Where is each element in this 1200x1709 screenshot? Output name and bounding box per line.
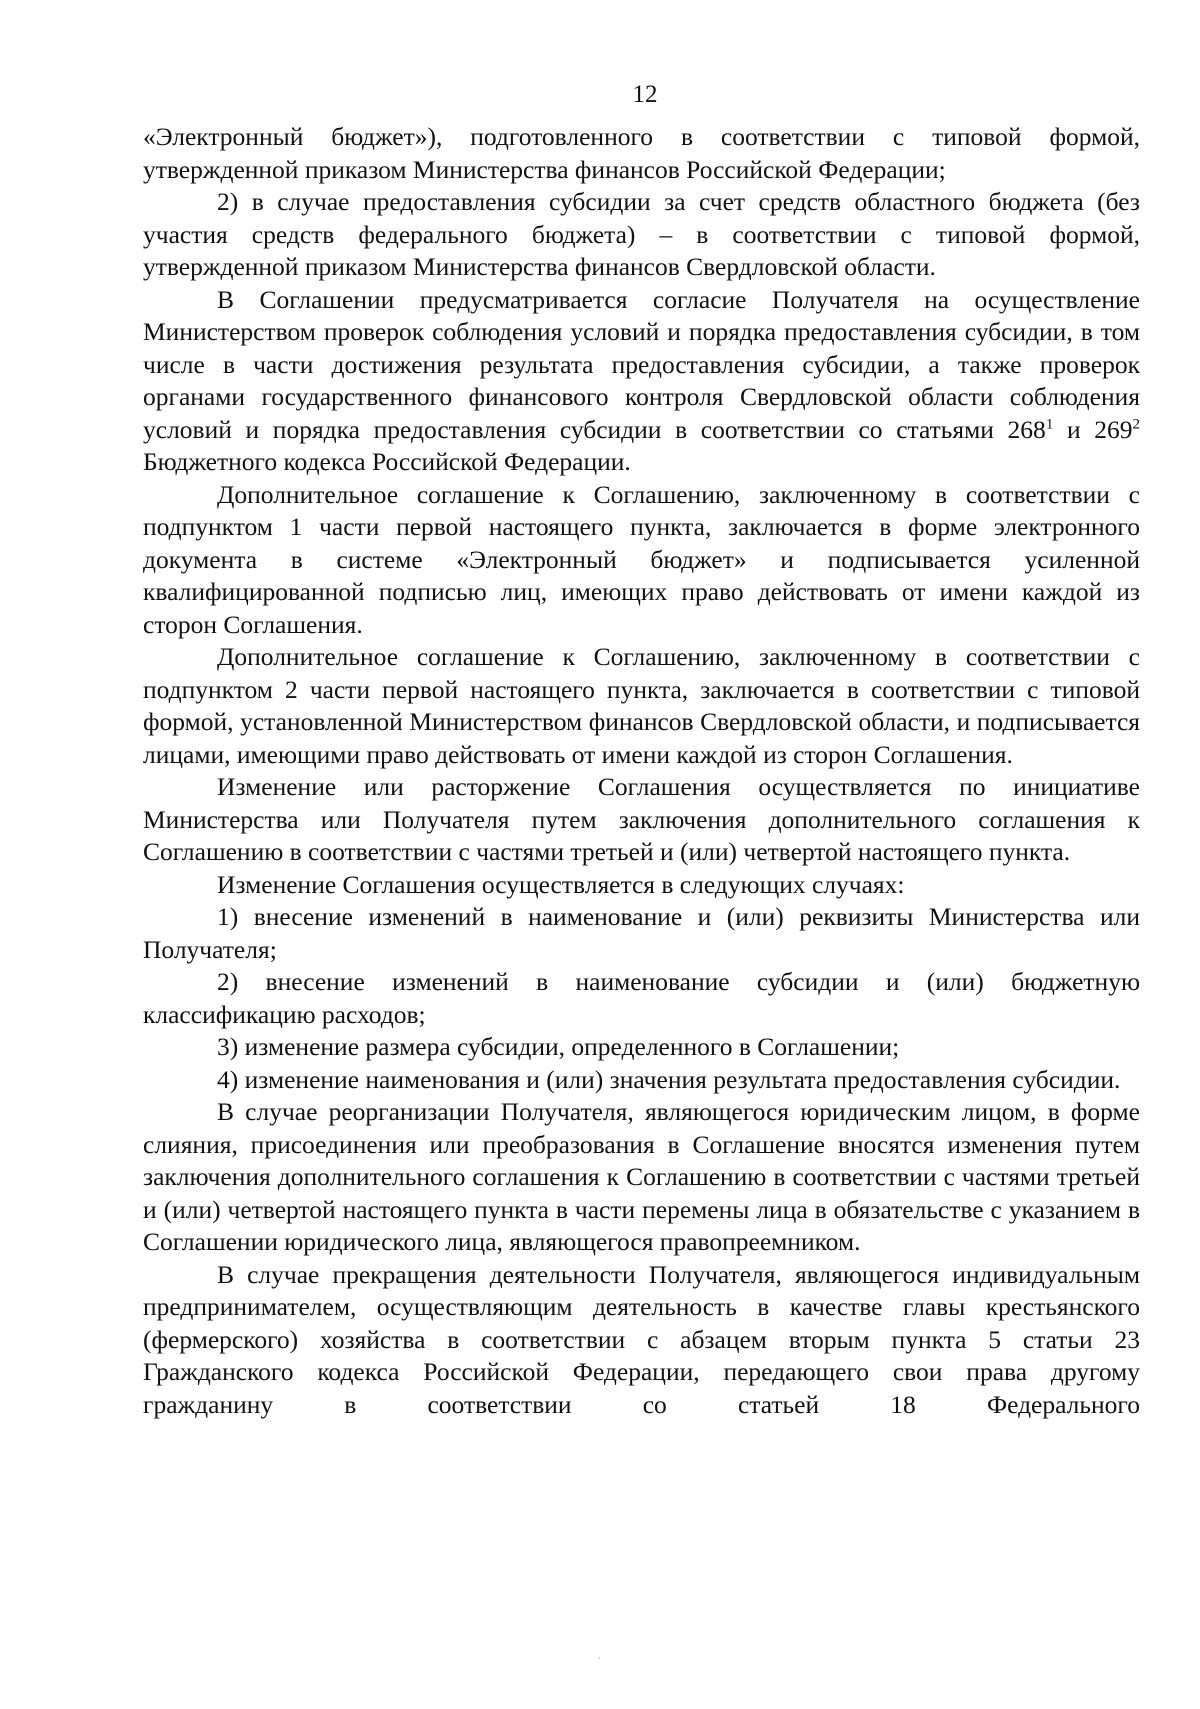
superscript-index: 1: [1045, 416, 1054, 432]
paragraph-text-start: В Соглашении предусматривается согласие Получателя на осуществление Министерством проверок соблюдения условий и порядка предоставления субсидии, в том числе в части достижения результата предоставления субсидии, а также проверок органами государственного финансового контроля Свердловской области соблюдения условий и порядка предоставления субсидии в соответствии со статьями 268: [143, 284, 1140, 444]
paragraph: Изменение или расторжение Соглашения осуществляется по инициативе Министерства или Получателя путем заключения дополнительного соглашения к Соглашению в соответствии с частями третьей и (или) четвертой настоящего пункта.: [143, 772, 1140, 866]
list-item: 4) изменение наименования и (или) значения результата предоставления субсидии.: [217, 1064, 1121, 1094]
paragraph-continued: В случае прекращения деятельности Получателя, являющегося индивидуальным предпринимателем, осуществляющим деятельность в качестве главы крестьянского (фермерского) хозяйства в соответствии с абзацем вторым пункта 5 статьи 23 Гражданского кодекса Российской Федерации, передающего свои права другому гражданину в соответствии со статьей 18 Федерального: [143, 1259, 1140, 1419]
superscript-index: 2: [1132, 416, 1140, 432]
paragraph-text-middle: и 269: [1053, 414, 1133, 444]
paragraph: Изменение Соглашения осуществляется в следующих случаях:: [217, 869, 905, 899]
paragraph-text-end: Бюджетного кодекса Российской Федерации.: [143, 447, 631, 476]
paragraph: 2) в случае предоставления субсидии за счет средств областного бюджета (без участия средств федерального бюджета) – в соответствии с типовой формой, утвержденной приказом Министерства финансов Свердловской области.: [143, 187, 1140, 281]
paragraph: «Электронный бюджет»), подготовленного в соответствии с типовой формой, утвержденной приказом Министерства финансов Российской Федерации;: [143, 122, 1140, 184]
paragraph: В случае реорганизации Получателя, являющегося юридическим лицом, в форме слияния, присоединения или преобразования в Соглашение вносятся изменения путем заключения дополнительного соглашения к Соглашению в соответствии с частями третьей и (или) четвертой настоящего пункта в части перемены лица в обязательстве с указанием в Соглашении юридического лица, являющегося правопреемником.: [143, 1097, 1140, 1256]
list-item: 3) изменение размера субсидии, определенного в Соглашении;: [217, 1032, 900, 1061]
list-item: 1) внесение изменений в наименование и (или) реквизиты Министерства или Получателя;: [143, 902, 1140, 964]
scan-artifact: [598, 1657, 600, 1659]
page-number: 12: [632, 81, 658, 108]
paragraph-with-footnote-refs: [143, 284, 1140, 479]
list-item: 2) внесение изменений в наименование субсидии и (или) бюджетную классификацию расходов;: [143, 967, 1140, 1029]
document-body: [143, 121, 1140, 1421]
paragraph: Дополнительное соглашение к Соглашению, заключенному в соответствии с подпунктом 1 части первой настоящего пункта, заключается в форме электронного документа в системе «Электронный бюджет» и подписывается усиленной квалифицированной подписью лиц, имеющих право действовать от имени каждой из сторон Соглашения.: [143, 479, 1140, 639]
paragraph: Дополнительное соглашение к Соглашению, заключенному в соответствии с подпунктом 2 части первой настоящего пункта, заключается в соответствии с типовой формой, установленной Министерством финансов Свердловской области, и подписывается лицами, имеющими право действовать от имени каждой из сторон Соглашения.: [143, 642, 1140, 769]
